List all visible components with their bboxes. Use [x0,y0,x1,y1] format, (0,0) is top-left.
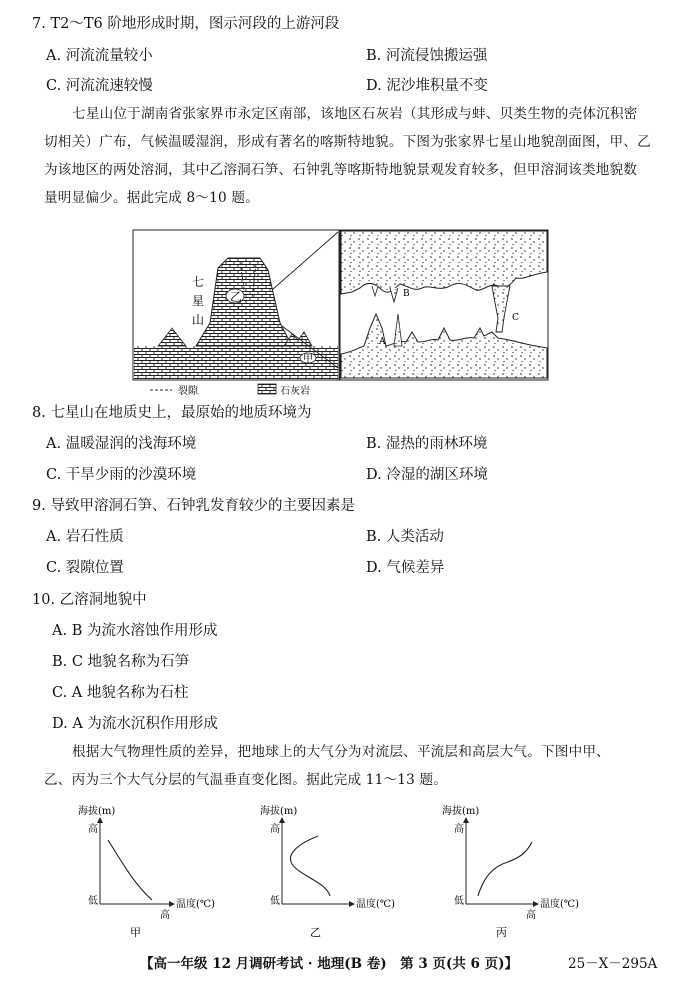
passage1-line4: 量明显偏少。据此完成 8～10 题。 [44,190,259,206]
cave-yi-label: 乙 [230,290,243,304]
q7-option-a: A. 河流流量较小 [46,48,153,64]
legend-limestone-label: 石灰岩 [280,386,310,397]
passage2-line2: 乙、丙为三个大气分层的气温垂直变化图。据此完成 11～13 题。 [44,772,448,788]
y-axis-high: 高 [88,824,98,835]
q10-option-a: A. B 为流水溶蚀作用形成 [52,623,218,639]
mountain-label-3: 山 [192,313,205,327]
label-c: C [512,313,519,323]
passage1-line3: 为该地区的两处溶洞，其中乙溶洞石笋、石钟乳等喀斯特地貌景观发育较多，但甲溶洞该类地貌数 [44,162,638,178]
x-axis-high: 高 [160,910,170,921]
temperature-curve-yi [290,836,330,896]
q9-option-c: C. 裂隙位置 [46,560,124,576]
temperature-curve-jia [108,840,152,900]
y-axis-low: 低 [454,896,464,907]
q7-option-c: C. 河流流速较慢 [46,78,153,94]
passage1-line2: 切相关）广布，气候温暖湿润，形成有著名的喀斯特地貌。下图为张家界七星山地貌剖面图，甲、乙 [44,134,651,150]
panel-label-jia: 甲 [130,926,141,939]
panel-jia [78,804,215,939]
y-axis-label: 海拔(m) [78,806,116,817]
panel-yi [260,804,395,939]
karst-profile-figure [132,228,550,398]
q8-option-c: C. 干旱少雨的沙漠环境 [46,467,197,483]
label-b: B [403,289,410,299]
passage1-line1: 七星山位于湖南省张家界市永定区南部，该地区石灰岩（其形成与蚌、贝类生物的壳体沉积密 [72,106,638,122]
q9-option-d: D. 气候差异 [366,560,445,576]
q8-option-d: D. 冷湿的湖区环境 [366,467,488,483]
paper-code: 25－X－295A [568,956,658,972]
y-axis-label: 海拔(m) [442,806,480,817]
panel-bing [442,804,579,939]
y-axis-high: 高 [454,824,464,835]
label-a: A [379,337,386,347]
q10-option-c: C. A 地貌名称为石柱 [52,685,189,701]
y-axis-low: 低 [88,896,98,907]
passage2-line1: 根据大气物理性质的差异，把地球上的大气分为对流层、平流层和高层大气。下图中甲、 [72,744,610,760]
x-axis-high: 高 [526,910,536,921]
q9-stem: 9. 导致甲溶洞石笋、石钟乳发育较少的主要因素是 [32,498,355,514]
x-axis-label: 温度(℃) [356,899,395,910]
panel-label-yi: 乙 [310,926,321,939]
temperature-curve-bing [478,842,532,896]
q10-option-b: B. C 地貌名称为石笋 [52,654,190,670]
q8-option-b: B. 湿热的雨林环境 [366,436,488,452]
q7-stem: 7. T2～T6 阶地形成时期，图示河段的上游河段 [32,16,340,32]
q10-stem: 10. 乙溶洞地貌中 [32,592,147,608]
cave-jia-label: 甲 [303,354,313,365]
temperature-profile-figure [70,800,610,942]
y-axis-high: 高 [270,824,280,835]
x-axis-label: 温度(℃) [540,899,579,910]
y-axis-low: 低 [270,896,280,907]
mountain-label-1: 七 [192,275,205,289]
q10-option-d: D. A 为流水沉积作用形成 [52,716,218,732]
y-axis-label: 海拔(m) [260,806,298,817]
q9-option-b: B. 人类活动 [366,529,444,545]
q7-option-d: D. 泥沙堆积量不变 [366,78,488,94]
panel-label-bing: 丙 [496,926,507,939]
mountain-label-2: 星 [192,294,205,308]
q9-option-a: A. 岩石性质 [46,529,124,545]
legend-limestone-swatch [258,384,276,394]
x-axis-label: 温度(℃) [176,899,215,910]
q8-option-a: A. 温暖湿润的浅海环境 [46,436,197,452]
q8-stem: 8. 七星山在地质史上，最原始的地质环境为 [32,405,312,421]
q7-option-b: B. 河流侵蚀搬运强 [366,48,488,64]
page-footer: 【高一年级 12 月调研考试 · 地理(B 卷) 第 3 页(共 6 页)】 [140,956,519,972]
passage-qixingshan [44,100,654,212]
passage-atmosphere [44,738,654,794]
legend-fracture-label: 裂隙 [178,386,198,397]
